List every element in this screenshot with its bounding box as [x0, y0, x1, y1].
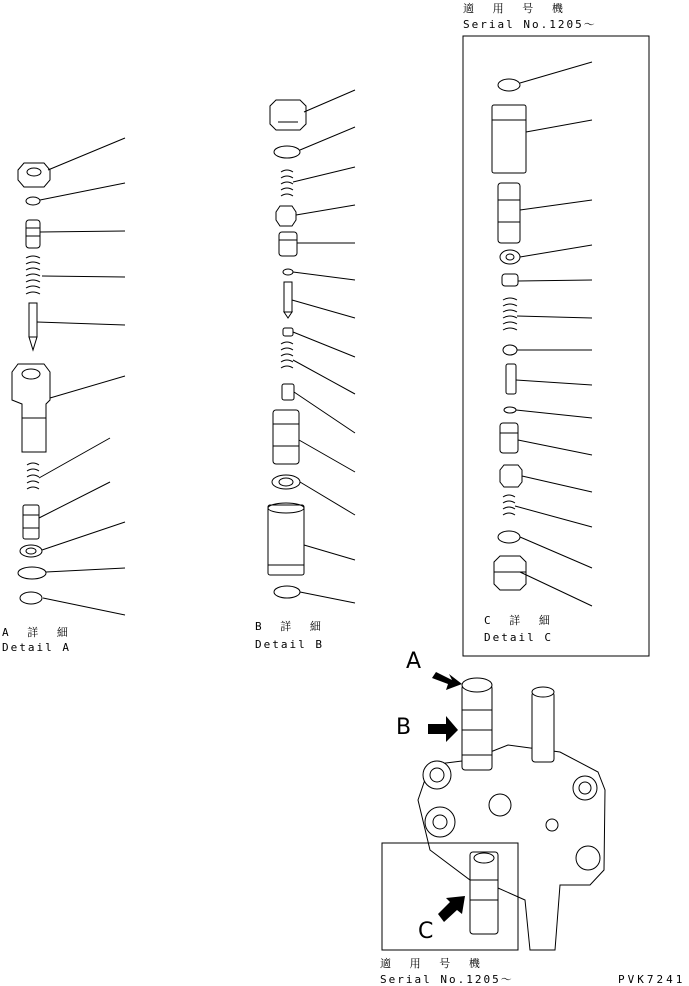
detail-c-frame	[463, 36, 649, 656]
drawing-code: PVK7241	[618, 973, 686, 986]
detail-c-parts	[492, 62, 592, 606]
arrow-c-icon	[438, 896, 465, 922]
serial-top-en: Serial No.1205～	[463, 18, 597, 31]
arrow-a-icon	[432, 672, 462, 690]
detail-c-title-jp: C 詳 細	[484, 614, 556, 627]
detail-a-title-en: Detail A	[2, 641, 71, 654]
serial-top-jp: 適 用 号 機	[463, 2, 569, 15]
detail-b-title-en: Detail B	[255, 638, 324, 651]
arrow-b-icon	[428, 716, 458, 742]
detail-b-parts	[268, 90, 355, 603]
detail-b-title-jp: B 詳 細	[255, 620, 327, 633]
callout-a: A	[406, 649, 422, 674]
serial-bottom-jp: 適 用 号 機	[380, 957, 486, 970]
callout-b: B	[396, 715, 412, 740]
detail-c-title-en: Detail C	[484, 631, 553, 644]
detail-a-title-jp: A 詳 細	[2, 626, 74, 639]
detail-a-parts	[12, 138, 125, 615]
callout-c: C	[418, 919, 434, 944]
serial-bottom-en: Serial No.1205～	[380, 973, 514, 986]
